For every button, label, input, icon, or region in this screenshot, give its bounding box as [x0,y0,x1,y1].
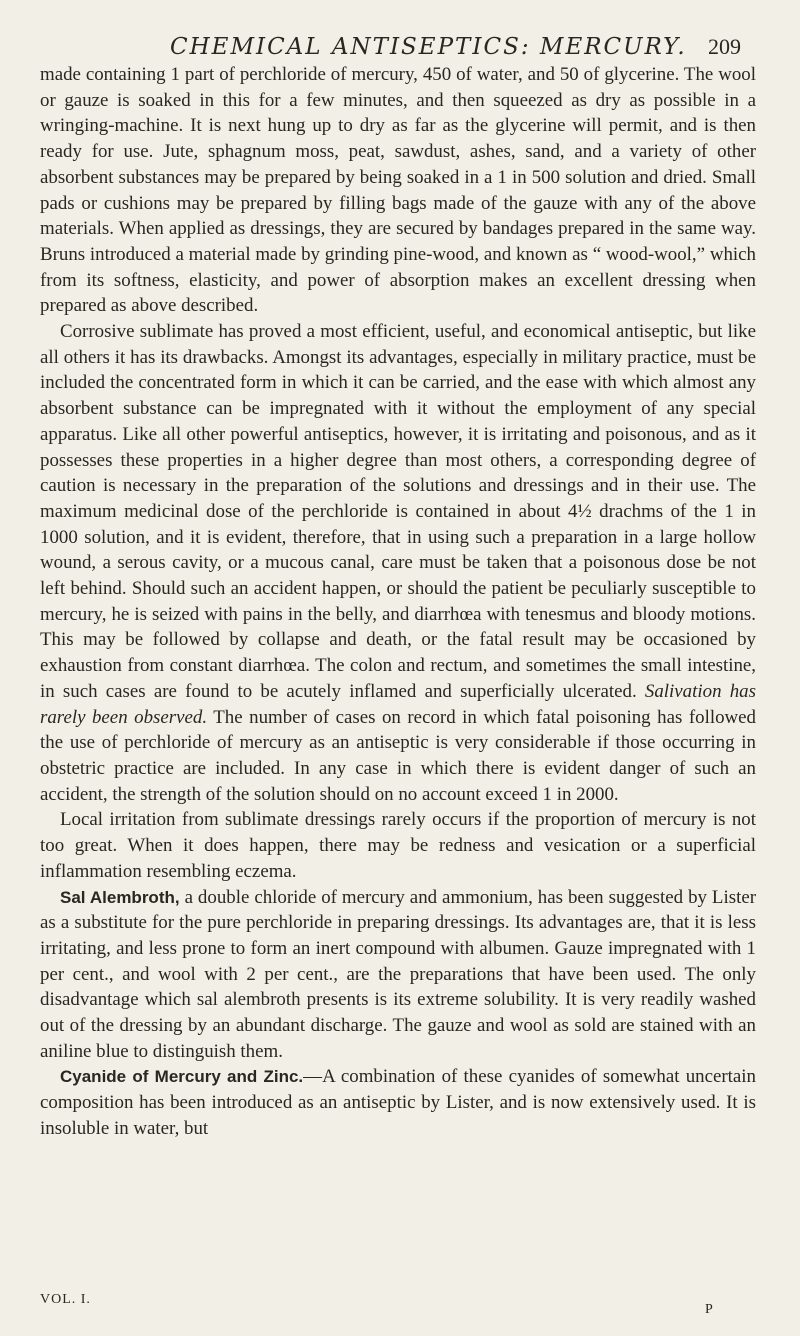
paragraph-2-text-b: The number of cases on record in which fatal poisoning has followed the use of perchloride of mercury as an antiseptic is very considerable if those occurring in obstetric practice are included. In any case in which there is evident danger of such an accident, the strength of the solution should on no account exceed 1 in 2000. [40,706,756,805]
signature-mark: P [705,1302,713,1317]
body-text [40,62,756,1142]
volume-marker: VOL. I. [40,1292,91,1307]
paragraph-5-text: —A combination of these cyanides of somewhat uncertain composition has been introduced as an antiseptic by Lister, and is now extensively used. It is insoluble in water, but [40,1066,757,1139]
paragraph-1: made containing 1 part of perchloride of mercury, 450 of water, and 50 of glycerine. The wool or gauze is soaked in this for a few minutes, and then squeezed as dry as possible in a wringing-machine. It is next hung up to dry as far as the glycerine will permit, and is then ready for use. Jute, sphagnum moss, peat, sawdust, ashes, sand, and a variety of other absorbent substances may be prepared by being soaked in a 1 in 500 solution and dried. Small pads or cushions may be prepared by filling bags made of the gauze with any of the above materials. When applied as dressings, they are secured by bandages prepared in the same way. Bruns introduced a material made by grinding pine-wood, and known as “ wood-wool,” which from its softness, elasticity, and power of absorption makes an excellent dressing when prepared as above described. [40,64,756,317]
paragraph-4-text: a double chloride of mercury and ammonium, has been suggested by Lister as a substitute for the pure perchloride in preparing dressings. Its advantages are, that it is less irritating, and less prone to form an inert compound with albumen. Gauze impregnated with 1 per cent., and wool with 2 per cent., are the preparations that have been used. The only disadvantage which sal alembroth presents is its extreme solubility. It is very readily washed out of the dressing by an abundant discharge. The gauze and wool as sold are stained with an aniline blue to distinguish them. [40,886,756,1062]
paragraph-5 [40,1064,756,1141]
running-head: CHEMICAL ANTISEPTICS: MERCURY. [170,34,687,60]
page-header [0,14,800,62]
paragraph-3: Local irritation from sublimate dressings rarely occurs if the proportion of mercury is not too great. When it does happen, there may be redness and vesication or a superficial inflammation resembling eczema. [40,809,756,882]
sal-alembroth-heading: Sal Alembroth, [60,887,180,907]
paragraph-2-italic: Salivation has rarely been observed. [40,680,756,728]
paragraph-4 [40,885,756,1065]
page-number: 209 [708,34,741,59]
cyanide-heading: Cyanide of Mercury and Zinc. [60,1067,304,1087]
paragraph-2-text-a: Corrosive sublimate has proved a most efficient, useful, and economical antiseptic, but like all others it has its drawbacks. Amongst its advantages, especially in military practice, must be included the concentrated form in which it can be carried, and the ease with which almost any absorbent substance can be impregnated with it without the employment of any special apparatus. Like all other powerful antiseptics, however, it is irritating and poisonous, and as it possesses these properties in a higher degree than most others, a corresponding degree of caution is necessary in the preparation of the solutions and dressings and in their use. The maximum medicinal dose of the perchloride is contained in about 4½ drachms of the 1 in 1000 solution, and it is evident, therefore, that in using such a preparation in a large hollow wound, a serous cavity, or a mucous canal, care must be taken that a poisonous dose be not left behind. Should such an accident happen, or should the patient be peculiarly susceptible to mercury, he is seized with pains in the belly, and diarrhœa with tenesmus and bloody motions. This may be followed by collapse and death, or the fatal result may be occasioned by exhaustion from constant diarrhœa. The colon and rectum, and sometimes the small intestine, in such cases are found to be acutely inflamed and superficially ulcerated. [40,321,756,702]
paragraph-2 [40,319,756,807]
